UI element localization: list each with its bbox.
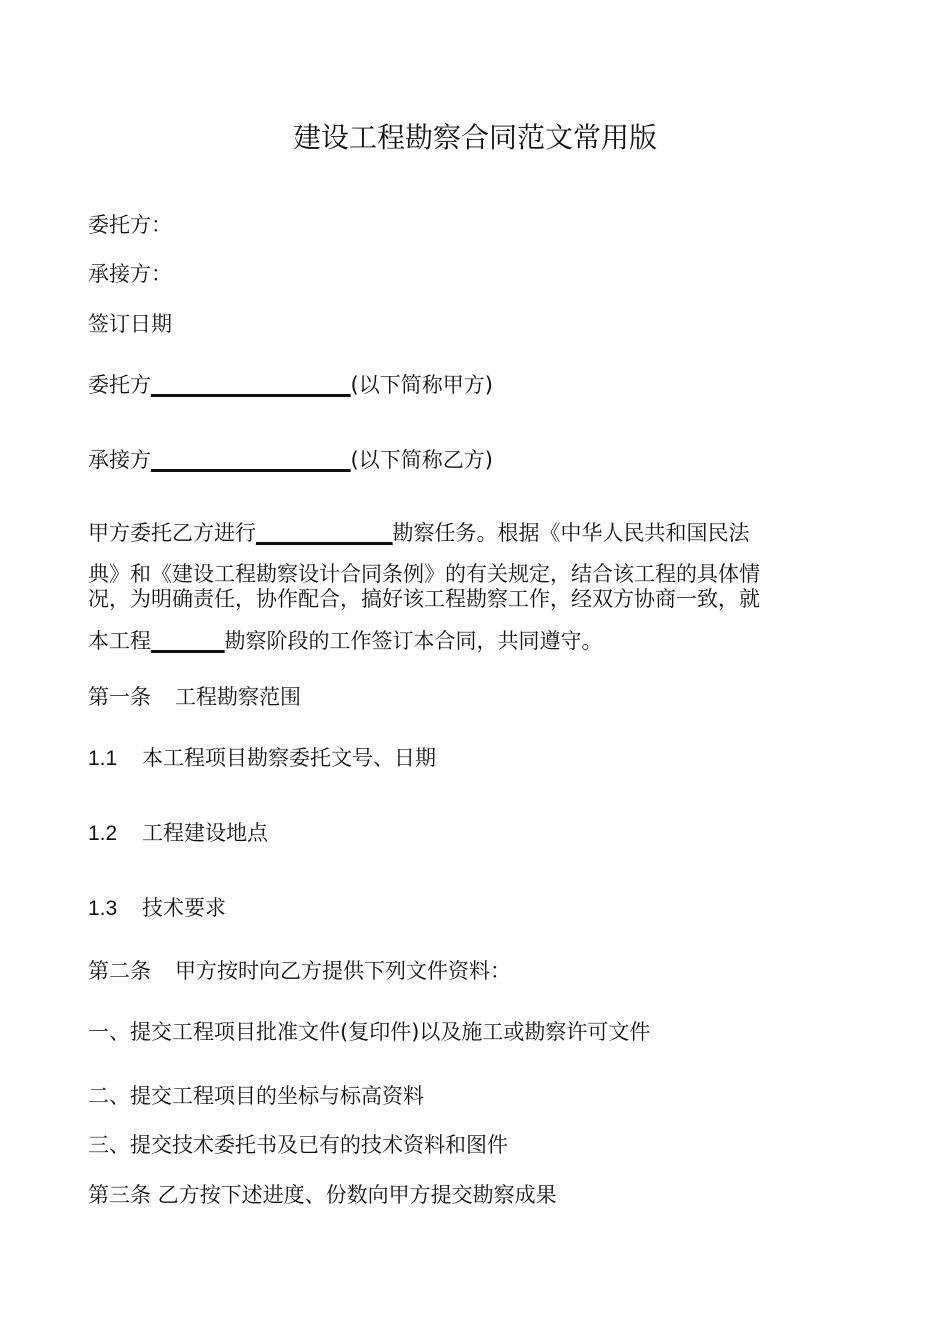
party-a-line bbox=[88, 370, 493, 400]
project-blank: _____________ bbox=[256, 521, 393, 545]
item-text: 技术要求 bbox=[142, 896, 226, 920]
item-text: 工程建设地点 bbox=[142, 821, 268, 845]
intro-line-3: 况，为明确责任，协作配合，搞好该工程勘察工作，经双方协商一致，就 bbox=[88, 587, 760, 611]
item-number: 1.2 bbox=[88, 822, 118, 845]
intro-text: 本工程 bbox=[88, 629, 151, 653]
item-1-1 bbox=[88, 743, 436, 774]
contractor-label: 承接方： bbox=[88, 262, 172, 286]
item-number: 1.3 bbox=[88, 897, 118, 920]
article-2-heading bbox=[88, 956, 511, 986]
article-title: 甲方按时向乙方提供下列文件资料： bbox=[175, 959, 511, 983]
doc-item-2: 二、提交工程项目的坐标与标高资料 bbox=[88, 1084, 424, 1108]
item-text: 本工程项目勘察委托文号、日期 bbox=[142, 746, 436, 770]
intro-text: 甲方委托乙方进行 bbox=[88, 521, 256, 545]
article-title: 工程勘察范围 bbox=[175, 685, 301, 709]
article-3-heading: 第三条 乙方按下述进度、份数向甲方提交勘察成果 bbox=[88, 1183, 557, 1207]
party-a-prefix: 委托方 bbox=[88, 373, 151, 397]
article-1-heading bbox=[88, 682, 301, 712]
intro-line-1 bbox=[88, 518, 878, 548]
party-b-blank: ___________________ bbox=[151, 448, 351, 472]
intro-line-4 bbox=[88, 626, 878, 656]
article-number: 第二条 bbox=[88, 959, 151, 983]
article-number: 第一条 bbox=[88, 685, 151, 709]
intro-paragraph bbox=[88, 518, 878, 656]
item-1-3 bbox=[88, 893, 226, 924]
intro-line-2: 典》和《建设工程勘察设计合同条例》的有关规定，结合该工程的具体情 bbox=[88, 562, 760, 586]
intro-text: 勘察阶段的工作签订本合同，共同遵守。 bbox=[224, 629, 603, 653]
party-a-suffix: (以下简称甲方) bbox=[350, 373, 493, 397]
item-number: 1.1 bbox=[88, 747, 118, 770]
party-b-prefix: 承接方 bbox=[88, 448, 151, 472]
party-b-line bbox=[88, 445, 493, 475]
client-label: 委托方： bbox=[88, 213, 172, 237]
party-a-blank: ___________________ bbox=[151, 373, 351, 397]
doc-item-1: 一、提交工程项目批准文件(复印件)以及施工或勘察许可文件 bbox=[88, 1020, 651, 1044]
party-b-suffix: (以下简称乙方) bbox=[350, 448, 493, 472]
stage-blank: _______ bbox=[151, 629, 225, 653]
document-title: 建设工程勘察合同范文常用版 bbox=[292, 121, 657, 154]
intro-text: 勘察任务。根据《中华人民共和国民法 bbox=[392, 521, 750, 545]
sign-date-label: 签订日期 bbox=[88, 312, 172, 336]
doc-item-3: 三、提交技术委托书及已有的技术资料和图件 bbox=[88, 1133, 508, 1157]
item-1-2 bbox=[88, 818, 268, 849]
